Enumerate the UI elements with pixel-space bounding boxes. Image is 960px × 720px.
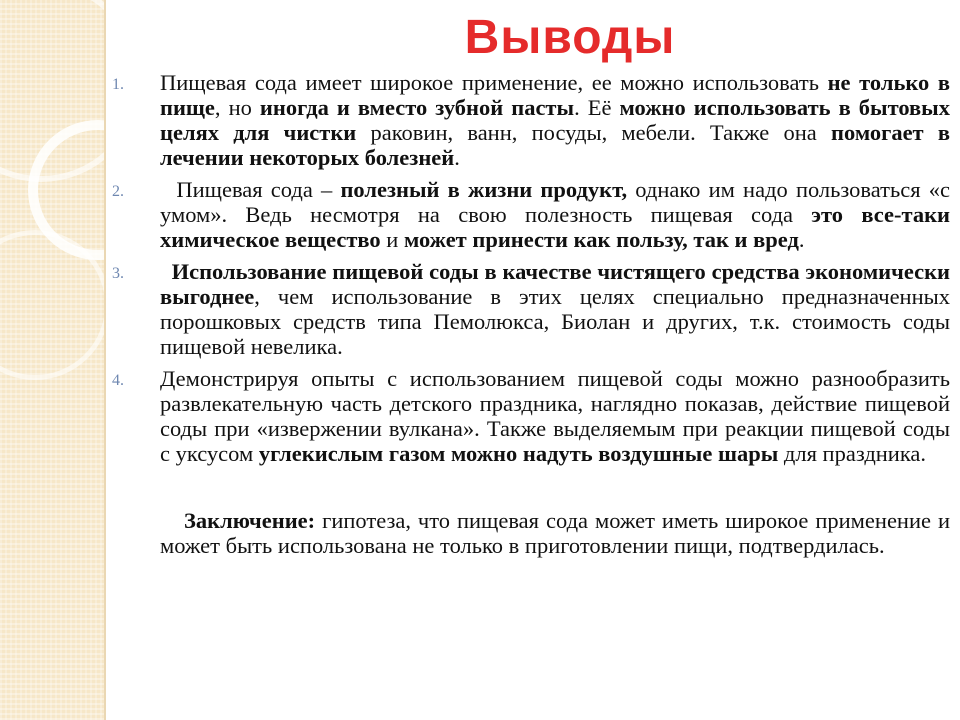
item-number: 3. [112, 265, 124, 282]
conclusions-list [112, 70, 951, 558]
list-item [112, 366, 950, 466]
conclusion-label: Заключение: [184, 508, 316, 533]
conclusion-text: гипотеза, что пищевая сода может иметь широкое применение и может быть использована не только в приготовлении пищи, подтвердилась. [160, 508, 950, 558]
item-number: 4. [112, 372, 124, 389]
side-strip-edge [104, 0, 106, 720]
decorative-side-strip [0, 0, 104, 720]
list-item [112, 70, 950, 170]
item-text: Демонстрируя опыты с использованием пищевой соды можно разнообразить развлекательную часть детского праздника, наглядно показав, действие пищевой соды при «извержении вулкана». Также выделяемым при реакции пищевой соды с уксусом углекислым газом можно надуть воздушные шары для праздника. [160, 366, 950, 466]
decorative-circle [0, 230, 104, 380]
item-number: 1. [112, 76, 124, 93]
item-text: Пищевая сода имеет широкое применение, ее можно использовать не только в пище, но иногда и вместо зубной пасты. Её можно использовать в бытовых целях для чистки раковин, ванн, посуды, мебели. Также она помогает в лечении некоторых болезней. [160, 70, 950, 170]
conclusion-paragraph [160, 508, 950, 558]
item-text: Использование пищевой соды в качестве чистящего средства экономически выгоднее, чем использование в этих целях специально предназначенных порошковых средств типа Пемолюкса, Биолан и других, т.к. стоимость соды пищевой невелика. [160, 259, 950, 359]
item-number: 2. [112, 183, 124, 200]
item-text: Пищевая сода – полезный в жизни продукт, однако им надо пользоваться «с умом». Ведь несмотря на свою полезность пищевая сода это все-таки химическое вещество и может принести как пользу, так и вред. [160, 177, 951, 252]
list-item [112, 177, 951, 252]
list-item [112, 259, 950, 359]
slide-title: Выводы [464, 11, 676, 64]
